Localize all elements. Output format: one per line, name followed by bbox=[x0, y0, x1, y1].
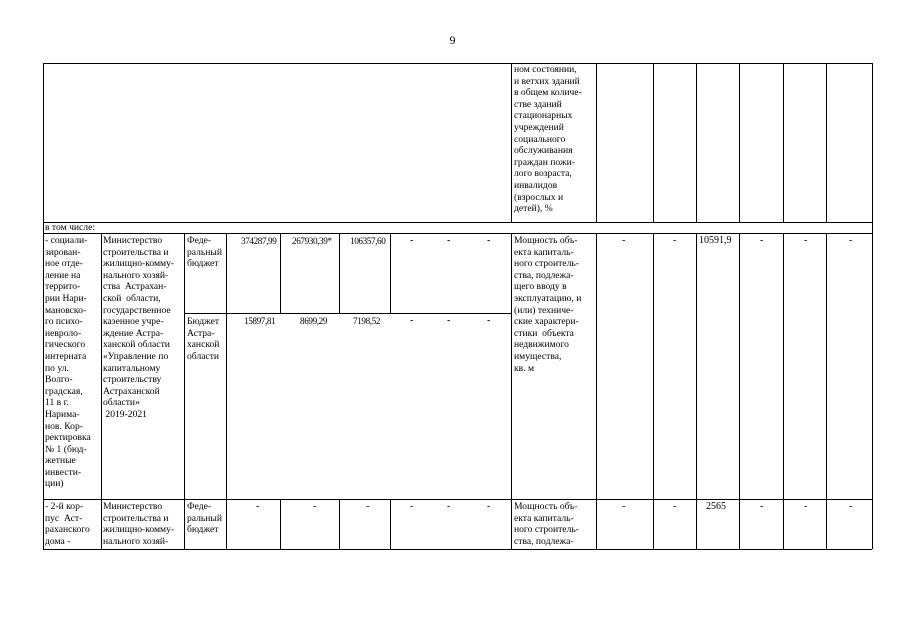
empty-value: - bbox=[849, 501, 853, 512]
indicator-cell: Мощность объ- екта капиталь- ного строитель- ства, подлежа- bbox=[514, 501, 579, 547]
table-rule bbox=[739, 233, 740, 549]
empty-value: - bbox=[804, 501, 808, 512]
table-rule bbox=[390, 233, 391, 313]
table-border-right bbox=[872, 63, 873, 549]
object-name-cell: - 2-й кор- пус Аст- раханского дома - bbox=[45, 501, 90, 547]
funding-source-cell: Бюджет Астра- ханской области bbox=[187, 316, 220, 362]
executor-cell: Министерство строительства и жилищно-комму- нального хозяй- ства Астрахан- ской области, государственное казенное учре- ждение Астра- ханской области «Управление по капитальному строительству Астраханской области» 2019-2021 bbox=[103, 235, 175, 420]
funding-source-cell: Феде- ральный бюджет bbox=[187, 235, 223, 270]
object-name-cell: - социали- зирован- ное отде- ление на террито- рии Нари- мановско- го психо- невроло- гического интерната по ул. Волго- градская, 11 в г. Нарима- нов. Кор- ректировка № 1 (бюд- жетные инвести- ции) bbox=[45, 235, 91, 490]
empty-value: - bbox=[849, 235, 853, 246]
empty-value: - bbox=[622, 235, 626, 246]
table-rule bbox=[653, 63, 654, 222]
empty-value: - bbox=[487, 315, 491, 326]
empty-value: - bbox=[487, 235, 491, 246]
amount-total: 374287,99 bbox=[241, 236, 277, 246]
amount-year1: 267930,39* bbox=[292, 236, 332, 246]
table-rule bbox=[696, 233, 697, 549]
empty-value: - bbox=[410, 235, 414, 246]
page-number: 9 bbox=[449, 33, 456, 47]
indicator-text-top: ном состоянии, и ветхих зданий в общем количе- стве зданий стационарных учреждений социального обслуживания граждан пожи- лого возраста, инвалидов (взрослых и детей), % bbox=[514, 64, 582, 215]
table-rule bbox=[280, 233, 281, 313]
section-label: в том числе: bbox=[45, 222, 96, 233]
table-rule bbox=[280, 499, 281, 549]
table-rule bbox=[511, 233, 512, 549]
empty-value: - bbox=[804, 235, 808, 246]
table-rule bbox=[43, 222, 872, 223]
table-rule bbox=[696, 63, 697, 222]
empty-value: - bbox=[366, 501, 370, 512]
table-rule bbox=[390, 499, 391, 549]
empty-value: - bbox=[760, 235, 764, 246]
table-border-top bbox=[43, 63, 872, 64]
amount-year2: 106357,60 bbox=[350, 236, 386, 246]
table-rule bbox=[339, 499, 340, 549]
table-rule bbox=[339, 233, 340, 313]
table-rule bbox=[826, 63, 827, 222]
table-border-left bbox=[43, 63, 44, 549]
indicator-value: 10591,9 bbox=[699, 235, 732, 246]
table-rule bbox=[826, 233, 827, 549]
table-rule bbox=[43, 233, 872, 234]
amount-total: 15897,81 bbox=[244, 316, 276, 326]
amount-year1: 8699,29 bbox=[300, 316, 328, 326]
table-rule bbox=[783, 63, 784, 222]
empty-value: - bbox=[447, 235, 451, 246]
table-rule bbox=[596, 63, 597, 222]
table-rule bbox=[226, 233, 227, 549]
table-rule bbox=[596, 233, 597, 549]
indicator-cell: Мощность объ- екта капиталь- ного строитель- ства, подлежа- щего вводу в эксплуатацию, и (или) техниче- ские характери- стики объекта недвижимого имущества, кв. м bbox=[514, 235, 582, 374]
table-rule bbox=[783, 233, 784, 549]
table-rule bbox=[184, 233, 185, 549]
table-rule bbox=[511, 63, 512, 222]
funding-source-cell: Феде- ральный бюджет bbox=[187, 501, 223, 536]
empty-value: - bbox=[313, 501, 317, 512]
empty-value: - bbox=[447, 315, 451, 326]
empty-value: - bbox=[760, 501, 764, 512]
empty-value: - bbox=[487, 501, 491, 512]
empty-value: - bbox=[410, 501, 414, 512]
empty-value: - bbox=[673, 235, 677, 246]
table-rule bbox=[101, 233, 102, 549]
table-rule bbox=[184, 313, 511, 314]
table-border-bottom bbox=[43, 549, 872, 550]
indicator-value: 2565 bbox=[706, 501, 726, 512]
empty-value: - bbox=[410, 315, 414, 326]
empty-value: - bbox=[673, 501, 677, 512]
table-rule bbox=[43, 499, 872, 500]
table-rule bbox=[739, 63, 740, 222]
empty-value: - bbox=[256, 501, 260, 512]
table-rule bbox=[653, 233, 654, 549]
empty-value: - bbox=[447, 501, 451, 512]
amount-year2: 7198,52 bbox=[353, 316, 381, 326]
executor-cell: Министерство строительства и жилищно-комму- нального хозяй- bbox=[103, 501, 175, 547]
empty-value: - bbox=[622, 501, 626, 512]
